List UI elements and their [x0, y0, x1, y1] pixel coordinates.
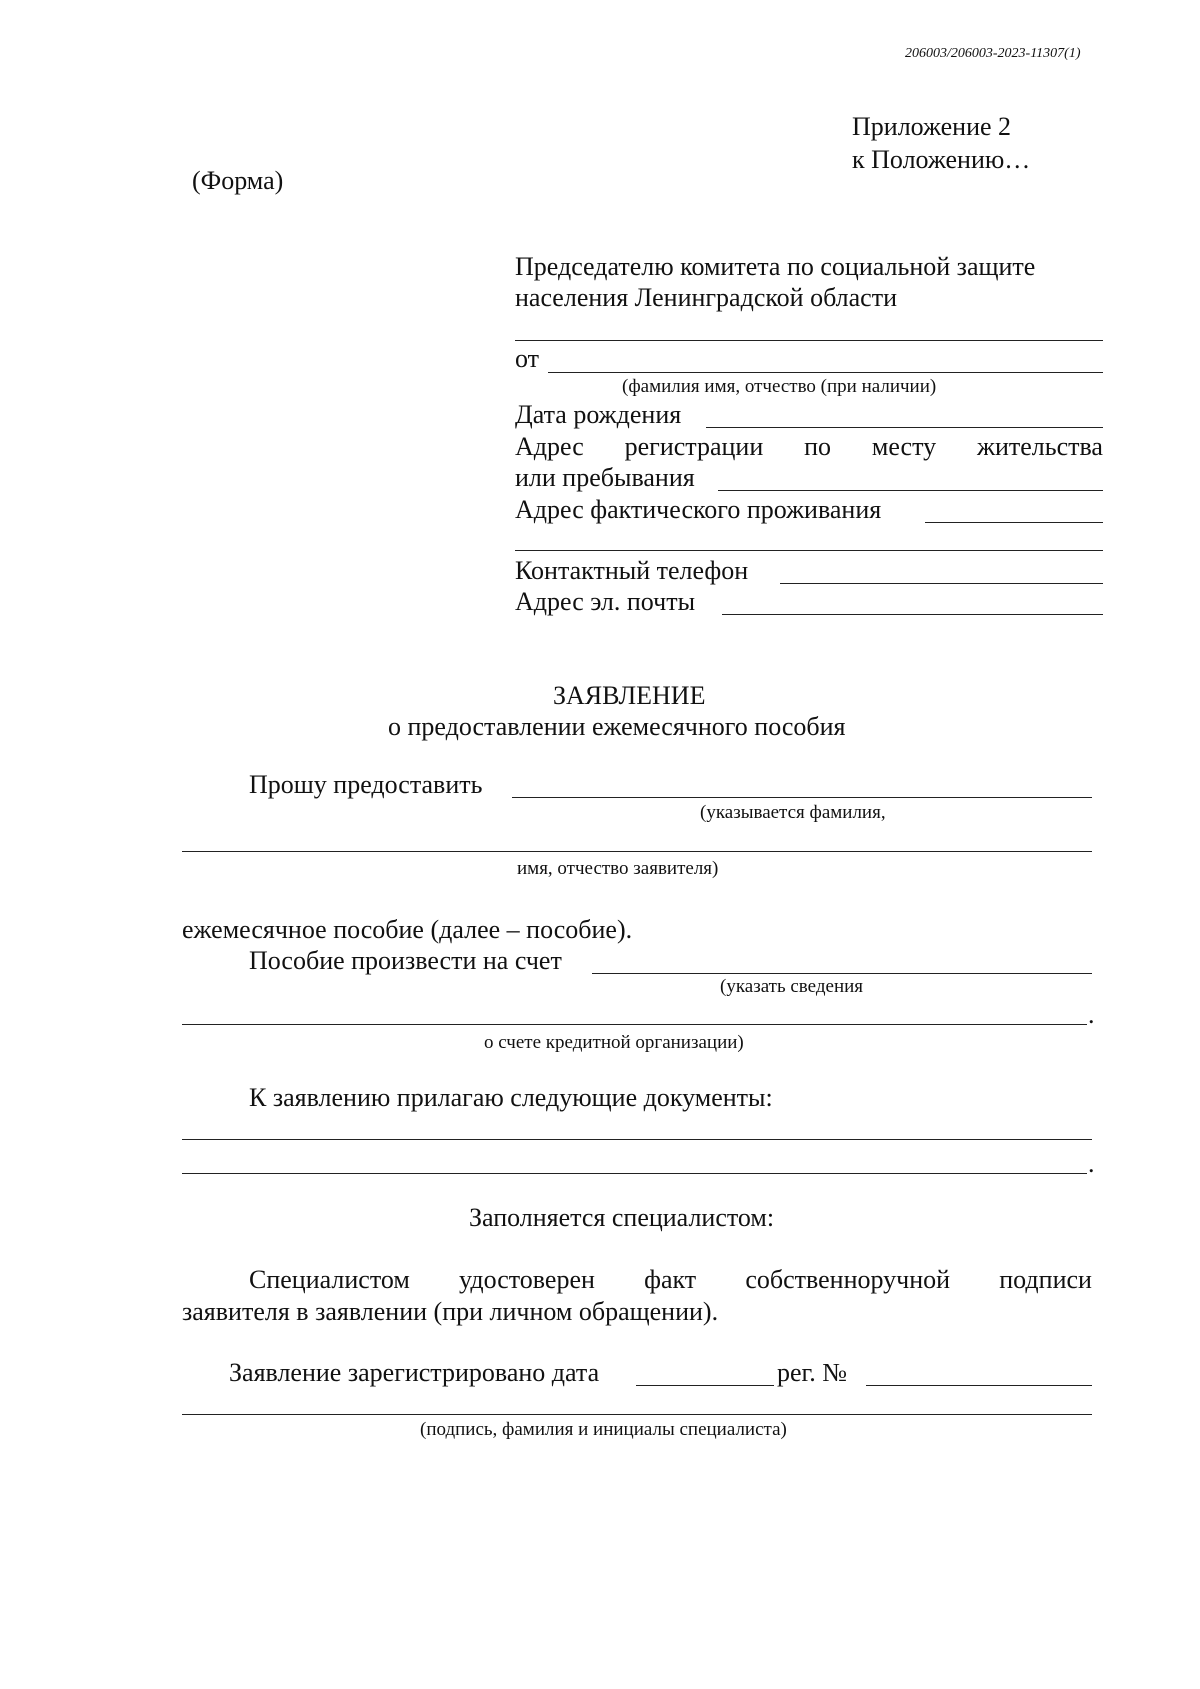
- document-subtitle: о предоставлении ежемесячного пособия: [388, 712, 846, 741]
- request-fio-field-line-2[interactable]: [182, 851, 1092, 852]
- payment-account-field-line-2[interactable]: [182, 1024, 1087, 1025]
- documents-period: .: [1088, 1149, 1095, 1178]
- appendix-number: Приложение 2: [852, 112, 1012, 141]
- request-fio-field[interactable]: [512, 797, 1092, 798]
- request-hint-1: (указывается фамилия,: [700, 802, 886, 823]
- phone-field[interactable]: [780, 583, 1103, 584]
- reg-word-5: жительства: [976, 432, 1103, 461]
- reg-word-3: по: [804, 432, 832, 461]
- birth-date-label: Дата рождения: [515, 400, 682, 429]
- signature-hint: (подпись, фамилия и инициалы специалиста): [420, 1419, 787, 1440]
- birth-date-field[interactable]: [706, 427, 1103, 428]
- from-label: от: [515, 344, 540, 373]
- form-label: (Форма): [192, 166, 284, 195]
- specialist-statement-line-2: заявителя в заявлении (при личном обращении).: [182, 1297, 719, 1326]
- request-hint-2: имя, отчество заявителя): [517, 858, 719, 879]
- payment-hint-1: (указать сведения: [720, 976, 864, 997]
- spec-word-1: Специалистом: [249, 1265, 410, 1294]
- payment-label: Пособие произвести на счет: [249, 946, 562, 975]
- specialist-statement-line-1: [249, 1267, 1092, 1293]
- reg-number-label: рег. №: [777, 1358, 848, 1387]
- document-id: 206003/206003-2023-11307(1): [905, 46, 1081, 61]
- request-label: Прошу предоставить: [249, 770, 483, 799]
- reg-word-1: Адрес: [515, 432, 584, 461]
- documents-field-line-2[interactable]: [182, 1173, 1087, 1174]
- registration-number-field[interactable]: [866, 1385, 1092, 1386]
- addressee-line-2: населения Ленинградской области: [515, 283, 898, 312]
- specialist-heading: Заполняется специалистом:: [469, 1203, 775, 1232]
- registration-address-label: [515, 434, 1103, 460]
- fio-hint: (фамилия имя, отчество (при наличии): [622, 376, 937, 397]
- email-field[interactable]: [722, 614, 1103, 615]
- reg-word-2: регистрации: [624, 432, 764, 461]
- actual-address-label: Адрес фактического проживания: [515, 495, 882, 524]
- registration-address-line-2: или пребывания: [515, 463, 695, 492]
- registration-date-field[interactable]: [636, 1385, 774, 1386]
- appendix-reference: к Положению…: [852, 145, 1031, 174]
- spec-word-3: факт: [644, 1265, 697, 1294]
- specialist-signature-field[interactable]: [182, 1414, 1092, 1415]
- spec-word-2: удостоверен: [459, 1265, 595, 1294]
- phone-label: Контактный телефон: [515, 556, 749, 585]
- spec-word-4: собственноручной: [745, 1265, 951, 1294]
- email-label: Адрес эл. почты: [515, 587, 696, 616]
- documents-label: К заявлению прилагаю следующие документы:: [249, 1083, 773, 1112]
- reg-word-4: месту: [871, 432, 937, 461]
- actual-address-field-line-2[interactable]: [515, 550, 1103, 551]
- benefit-text: ежемесячное пособие (далее – пособие).: [182, 915, 633, 944]
- payment-account-field[interactable]: [592, 973, 1092, 974]
- registration-address-field[interactable]: [718, 490, 1103, 491]
- payment-hint-2: о счете кредитной организации): [484, 1032, 744, 1053]
- actual-address-field[interactable]: [925, 522, 1103, 523]
- payment-period: .: [1088, 1000, 1095, 1029]
- addressee-blank-line[interactable]: [515, 340, 1103, 341]
- documents-field-line-1[interactable]: [182, 1139, 1092, 1140]
- spec-word-5: подписи: [999, 1265, 1092, 1294]
- registered-label: Заявление зарегистрировано дата: [229, 1358, 600, 1387]
- addressee-line-1: Председателю комитета по социальной защите: [515, 252, 1036, 281]
- document-title: ЗАЯВЛЕНИЕ: [553, 681, 706, 710]
- from-fio-field[interactable]: [548, 372, 1103, 373]
